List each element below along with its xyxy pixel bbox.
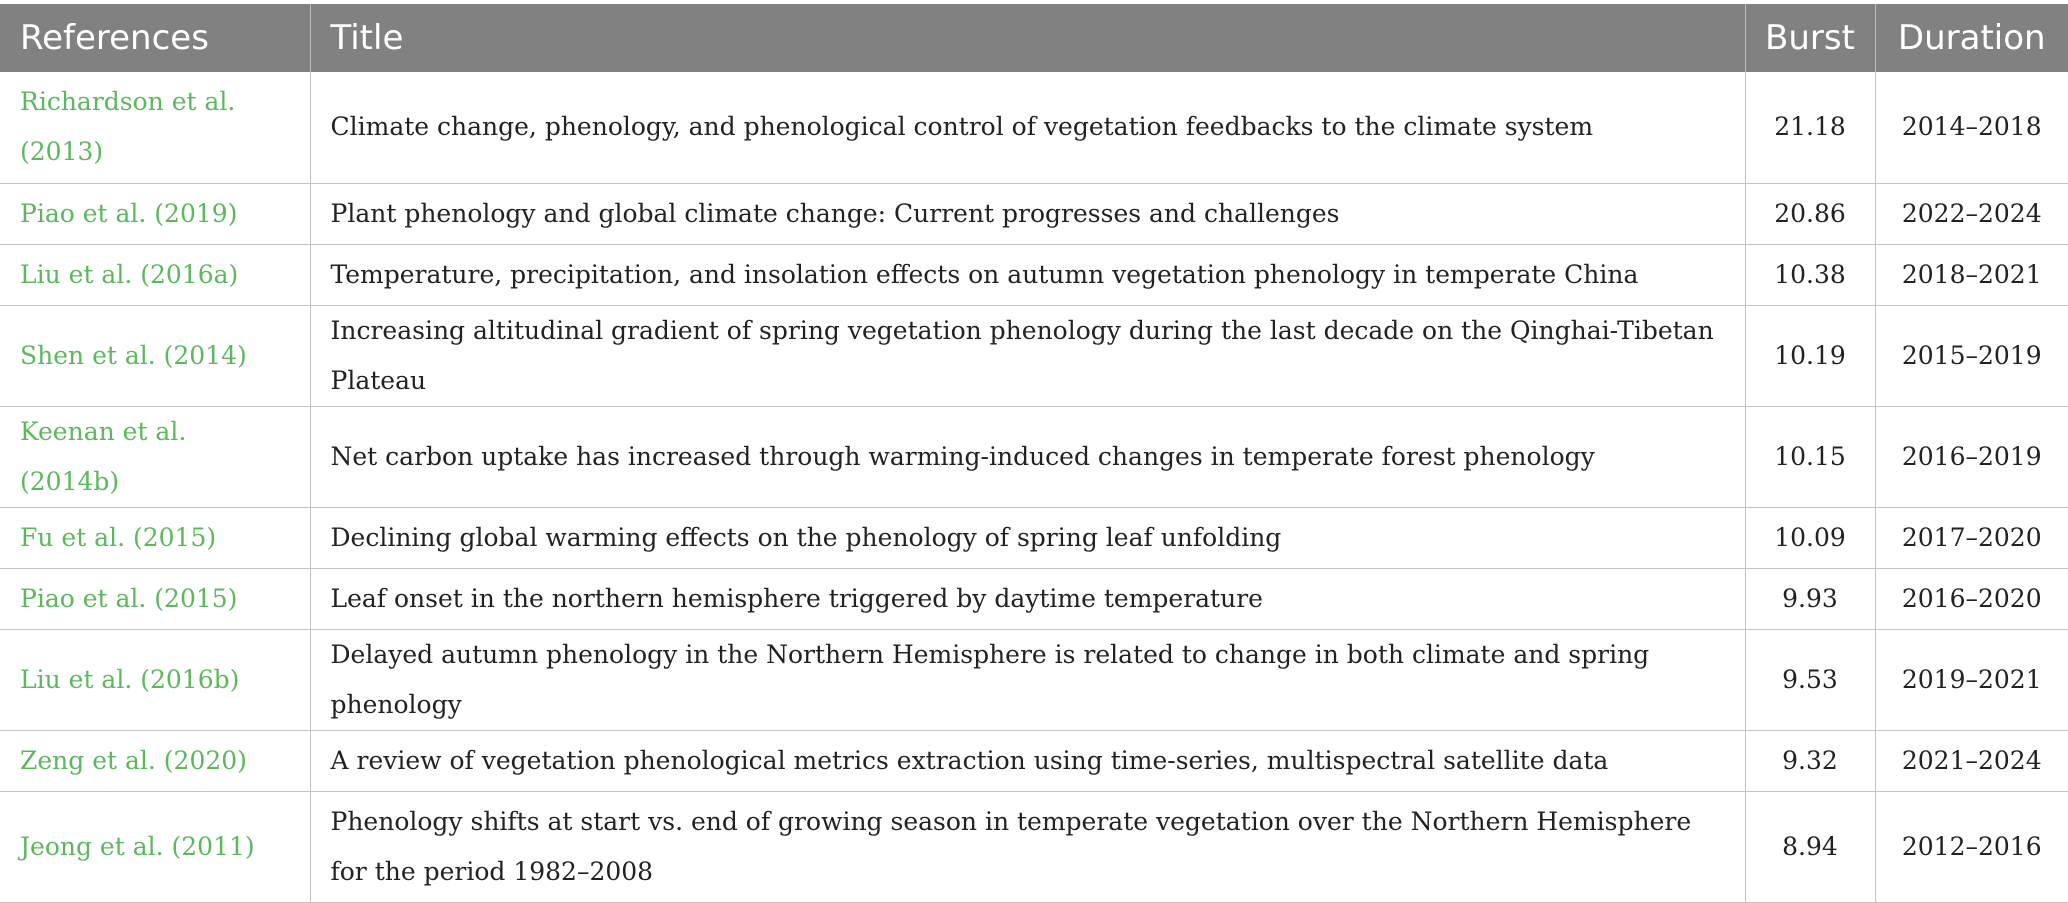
duration-cell: 2018–2021 [1875,244,2068,305]
duration-cell: 2022–2024 [1875,183,2068,244]
reference-link[interactable]: Piao et al. (2019) [0,183,310,244]
reference-link[interactable]: Liu et al. (2016b) [0,629,310,730]
burst-cell: 10.38 [1745,244,1875,305]
table-row [0,629,2068,730]
reference-link[interactable]: Shen et al. (2014) [0,305,310,406]
burst-cell: 21.18 [1745,72,1875,183]
duration-cell: 2016–2019 [1875,406,2068,507]
burst-cell: 20.86 [1745,183,1875,244]
duration-cell: 2021–2024 [1875,730,2068,791]
table-row [0,791,2068,902]
burst-cell: 10.15 [1745,406,1875,507]
reference-link[interactable]: Keenan et al. (2014b) [0,406,310,507]
header-title: Title [310,4,1745,72]
burst-cell: 9.53 [1745,629,1875,730]
references-table [0,4,2068,903]
header-row [0,4,2068,72]
burst-cell: 9.93 [1745,568,1875,629]
header-references: References [0,4,310,72]
burst-cell: 10.19 [1745,305,1875,406]
reference-link[interactable]: Fu et al. (2015) [0,507,310,568]
title-cell: Plant phenology and global climate change: Current progresses and challenges [310,183,1745,244]
title-cell: Temperature, precipitation, and insolation effects on autumn vegetation phenology in temperate China [310,244,1745,305]
title-cell: Declining global warming effects on the phenology of spring leaf unfolding [310,507,1745,568]
table-row [0,183,2068,244]
title-cell: Net carbon uptake has increased through warming-induced changes in temperate forest phenology [310,406,1745,507]
duration-cell: 2014–2018 [1875,72,2068,183]
title-cell: Leaf onset in the northern hemisphere triggered by daytime temperature [310,568,1745,629]
reference-link[interactable]: Liu et al. (2016a) [0,244,310,305]
duration-cell: 2017–2020 [1875,507,2068,568]
title-cell: Phenology shifts at start vs. end of growing season in temperate vegetation over the Northern Hemisphere for the period 1982–2008 [310,791,1745,902]
table-row [0,568,2068,629]
title-cell: Increasing altitudinal gradient of spring vegetation phenology during the last decade on the Qinghai-Tibetan Plateau [310,305,1745,406]
reference-link[interactable]: Zeng et al. (2020) [0,730,310,791]
duration-cell: 2015–2019 [1875,305,2068,406]
table-row [0,244,2068,305]
title-cell: Delayed autumn phenology in the Northern Hemisphere is related to change in both climate and spring phenology [310,629,1745,730]
reference-link[interactable]: Richardson et al. (2013) [0,72,310,183]
title-cell: Climate change, phenology, and phenological control of vegetation feedbacks to the climate system [310,72,1745,183]
table-row [0,406,2068,507]
duration-cell: 2019–2021 [1875,629,2068,730]
table-row [0,305,2068,406]
table-body [0,72,2068,902]
duration-cell: 2012–2016 [1875,791,2068,902]
header-duration: Duration [1875,4,2068,72]
table-row [0,507,2068,568]
title-cell: A review of vegetation phenological metrics extraction using time-series, multispectral satellite data [310,730,1745,791]
reference-link[interactable]: Piao et al. (2015) [0,568,310,629]
burst-cell: 8.94 [1745,791,1875,902]
table-row [0,72,2068,183]
burst-cell: 10.09 [1745,507,1875,568]
reference-link[interactable]: Jeong et al. (2011) [0,791,310,902]
table-row [0,730,2068,791]
header-burst: Burst [1745,4,1875,72]
duration-cell: 2016–2020 [1875,568,2068,629]
references-table-container [0,4,2068,903]
table-header [0,4,2068,72]
burst-cell: 9.32 [1745,730,1875,791]
